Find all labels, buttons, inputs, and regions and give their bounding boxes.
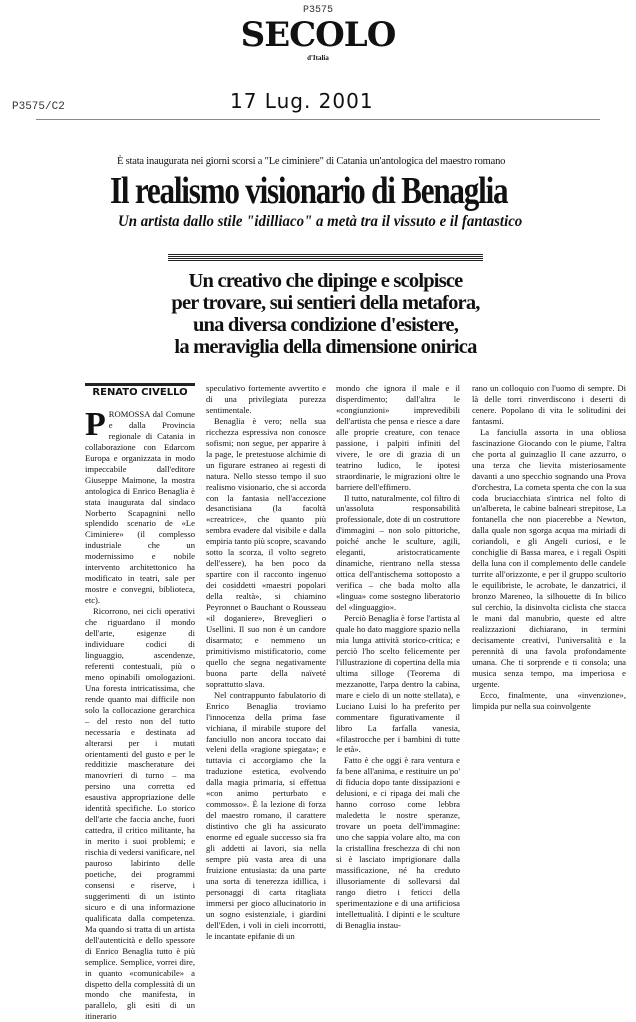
article-headline: Il realismo visionario di Benaglia: [110, 170, 508, 212]
article-column-4: [472, 383, 626, 712]
article-paragraph: PROMOSSA dal Comune e dalla Provincia regionale di Catania in collaborazione con Edarcom Europa e organizzata in modo impeccabile dall'editore Giuseppe Maimone, la mostra antologica di Enrico Benaglia è stata inaugurata dal sindaco Norberto Scapagnini nello splendido scenario de «Le Ciminiere» (il complesso industriale che un modernissimo e nobile intervento architettonico ha modificato in teatri, sale per mostre e convegni, biblioteca, etc).: [85, 405, 195, 606]
article-paragraph: Benaglia è vero; nella sua ricchezza espressiva non conosce sofismi; non segue, per apparire à la page, le pretestuose alchimie di un figurare estraneo ai regesti di natura. Nello stesso tempo il suo realismo visionario, che si accorda con la fantasia nell'accezione desanctisiana (la facoltà «creatrice», che quanto più sembra evadere dal visibile e dalla empiria tanto più scopre, scavando sotto la scorza, il volto segreto dell'essere), ha ben poco da spartire con il racconto ingenuo dei cosiddetti «maestri popolari della realtà», si chiamino Peyronnet o Bauchant o Rousseau «il doganiere», Breveglieri o Usellini. Il suo non è un candore disarmato; e nemmeno un primitivismo mistificatorio, come quello che segna negativamente buona parte della naïveté soprattutto slava.: [206, 415, 326, 689]
article-column-2: [206, 383, 326, 942]
deck-line: la meraviglia della dimensione onirica: [174, 336, 477, 358]
article-paragraph: Perciò Benaglia è forse l'artista al quale ho dato maggiore spazio nella mia lunga attività storico-critica; e perciò l'ho scelto felicemente per l'illustrazione di copertina della mia ultima silloge (Teorema di mezzanotte, l'arpa dentro la cabina, mare e cielo di un notte stellata), e Luciano Luisi lo ha preferito per commentare figurativamente il libro La farfalla vanesia, «filastrocche per i bambini di tutte le età».: [336, 613, 460, 755]
article-deck: [168, 270, 483, 358]
article-subhead: Un artista dallo stile "idilliaco" a metà tra il vissuto e il fantastico: [118, 213, 523, 230]
drop-cap: P: [85, 405, 106, 443]
article-column-3: [336, 383, 460, 931]
article-kicker: È stata inaugurata nei giorni scorsi a "Le ciminiere" di Catania un'antologica del maestro romano: [117, 156, 506, 167]
article-paragraph: Ricorrono, nei cicli operativi che riguardano il mondo dell'arte, esigenze di individuare codici di linguaggio, ascendenze, referenti contestuali, più o meno opinabili omologazioni. Una foresta intricatissima, che rende quanto mai difficile non solo la collocazione gerarchica – del resto non del tutto necessaria e destinata ad alterarsi per i mutati orientamenti del gusto e per le redditizie mascherature dei manovrieri di turno – ma persino una corretta ed esaustiva appropriazione delle identità specifiche. Lo storico dell'arte che faccia anche, fuori cattedra, il critico militante, ha in merito i suoi problemi; e rischia di vedersi vanificare, nel pauroso labirinto delle poetiche, dei programmi consensi e riserve, i suggerimenti di un istinto sicuro e di una informazione qualificata dalla competenza. Ma quando si tratta di un artista dell'autenticità e dello spessore di Enrico Benaglia tutto è più semplice. Semplice, vorrei dire, in quanto «comunicabile» a dispetto della complessità di un mondo che manifesta, in parallelo, gli esiti di un itinerario: [85, 606, 195, 1022]
deck-line: una diversa condizione d'esistere,: [192, 314, 459, 336]
deck-line: Un creativo che dipinge e scolpisce: [188, 270, 463, 292]
article-paragraph: Ecco, finalmente, una «invenzione», limpida pur nella sua coinvolgente: [472, 689, 626, 711]
byline-rule: [85, 383, 195, 386]
deck-rule: [168, 254, 483, 262]
article-paragraph: Fatto è che oggi è rara ventura e fa bene all'anima, e restituire un po' di fiducia dopo tante dissipazioni e delusioni, e ci ripaga dei mali che hanno corroso come lebbra maledetta le nostre speranze, trovare un poeta dell'immagine: uno che sappia volare alto, ma con la cristallina freschezza di chi non si è lasciato imprigionare dalla massificazione, né ha creduto illusoriamente di sollevarsi dal rango dietro i feticci della sperimentazione e di una artificiosa intellettualità. I dipinti e le sculture di Benaglia instau-: [336, 755, 460, 930]
article-paragraph: Il tutto, naturalmente, col filtro di un'assoluta responsabilità professionale, dote di un costruttore d'immagini – non solo pittoriche, poiché anche le sculture, agili, eleganti, aristocraticamente dinamiche, rientrano nella stessa ottica dell'antischema sottoposto a verifica – che bada molto alla «lingua» come sostegno liberatorio del «linguaggio».: [336, 492, 460, 613]
article-paragraph: speculativo fortemente avvertito e di una privilegiata purezza sentimentale.: [206, 383, 326, 415]
document-code-top: P3575: [302, 5, 333, 16]
article-paragraph: La fanciulla assorta in una obliosa fascinazione Giocando con le piume, l'altra che porta al guinzaglio Il cane azzurro, o una terza che lievita misteriosamente davanti a uno specchio sognando una Prova d'orchestra, La cometa spenta che con la sua coda bruciacchiata s'intrica nel folto di un'albereta, le cabine balneari strepitose, La fontanella che non piacerebbe a Newton, dalla quale non sgorga acqua ma miriadi di coriandoli, e gli Angeli curiosi, e le conchiglie di Bassa marea, e i regali Ospiti della luna con il complemento delle candele turrite all'orizzonte, e per il gruppo scultorio le equilibriste, le acrobate, le danzatrici, il bronzo Mareneo, la silhouette di In bilico sul cerchio, la disinvolta ciclista che stacca le mani dal manubrio, queste ed altre realizzazioni dichiarano, in termini decisamente creativi, l'universalità e la perennità di una favola profondamente umana. Che ti sorprende e ti consola; una musica senza tempo, ma imperiosa e urgente.: [472, 426, 626, 689]
publication-date: 17 Lug. 2001: [230, 89, 374, 113]
article-column-1: [85, 383, 195, 1022]
deck-line: per trovare, sui sentieri della metafora,: [171, 292, 480, 314]
document-code-left: P3575/C2: [12, 101, 65, 113]
newspaper-masthead: SECOLO: [240, 15, 396, 55]
article-paragraph: mondo che ignora il male e il disperdimento; dall'altra le «congiunzioni» imprevedibili dell'artista che pensa e riesce a dare alle proprie creature, con tenace passione, i palpiti infiniti del vivere, le ore di grazia di un teatrino ludico, le ipotesi straordinarie, le migrazioni oltre le barriere dell'effimero.: [336, 383, 460, 492]
masthead-subtitle: d'Italia: [307, 54, 329, 62]
article-paragraph: rano un colloquio con l'uomo di sempre. Di là delle torri rinverdiscono i deserti di cenere. Popolano di vita le solitudini dei fantasmi.: [472, 383, 626, 426]
header-rule: [36, 119, 600, 120]
article-paragraph: Nel contrappunto fabulatorio di Enrico Benaglia troviamo l'innocenza della prima fase vichiana, il mirabile stupore del fanciullo non ancora toccato dai veleni della «ragione spiegata»; e tuttavia ci accorgiamo che la traduzione estetica, evolvendo dalla magia primaria, si effettua «con animo perturbato e commosso». È la lezione di forza del maestro romano, il carattere distintivo che gli ha assicurato enorme ed eguale successo sia fra gli addetti ai lavori, sia nella sempre più vasta area di una fruizione entusiasta: da una parte una sorta di tenerezza idillica, i personaggi di carta ritagliata immersi per gioco allucinatorio in un sogno esistenziale, i giardini dell'Eden, i voli in cieli incorrotti, le incantate epifanie di un: [206, 689, 326, 941]
byline: RENATO CIVELLO: [92, 387, 188, 398]
